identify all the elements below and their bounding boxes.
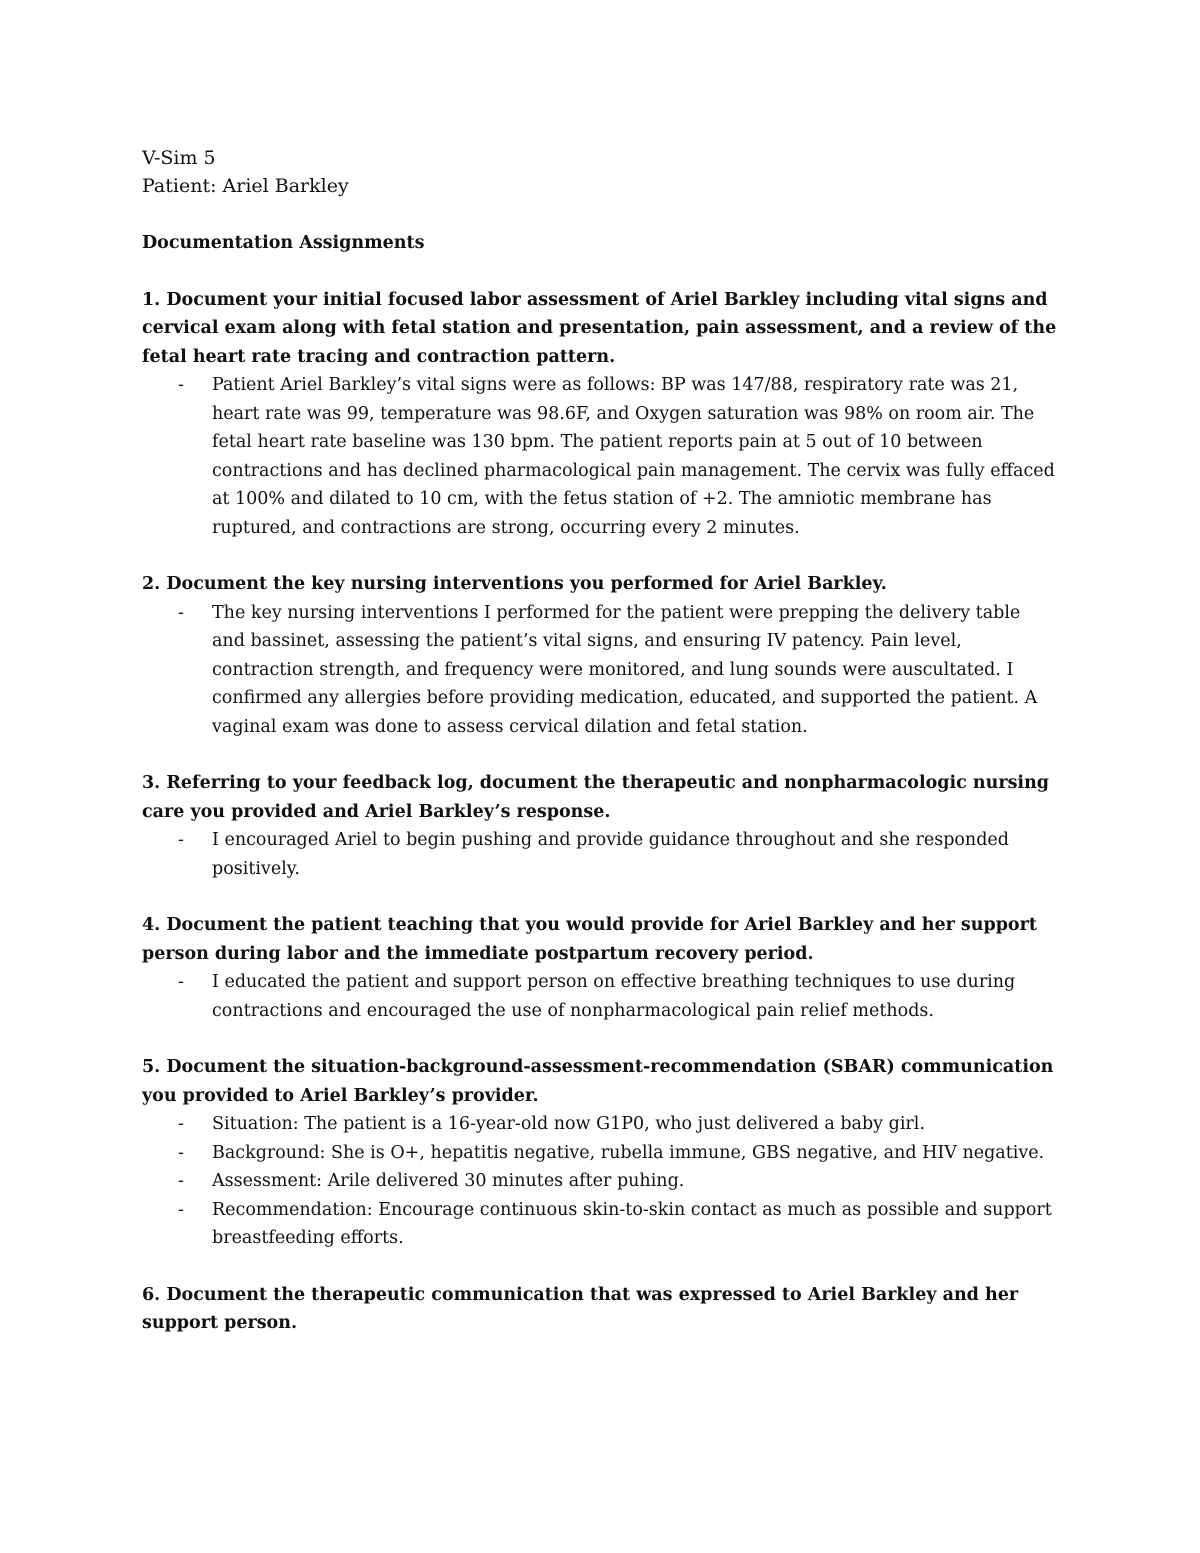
bullet-dash: - (178, 1142, 184, 1163)
answer-text: The key nursing interventions I performed for the patient were prepping the delivery table and bassinet, assessing the patient’s vital signs, and ensuring IV patency. Pain level, contraction strength, and frequency were monitored, and lung sounds were auscultated. I confirmed any allergies before providing medication, educated, and supported the patient. A vaginal exam was done to assess cervical dilation and fetal station. (212, 602, 1038, 737)
bullet-dash: - (178, 972, 184, 992)
bullet-dash: - (178, 1114, 184, 1134)
question-prompt: 6. Document the therapeutic communication that was expressed to Ariel Barkley and her support person. (142, 1284, 1019, 1333)
answer-list (142, 371, 1057, 542)
patient-name: Patient: Ariel Barkley (142, 175, 349, 197)
question-block-2 (142, 570, 1057, 741)
document-page (142, 144, 1057, 1366)
answer-list (142, 1110, 1057, 1253)
answer-list (142, 599, 1057, 742)
answer-list (142, 968, 1057, 1025)
bullet-dash: - (178, 1171, 184, 1191)
answer-text: Situation: The patient is a 16-year-old now G1P0, who just delivered a baby girl. (212, 1114, 925, 1134)
question-prompt: 2. Document the key nursing interventions you performed for Ariel Barkley. (142, 574, 887, 594)
question-prompt: 5. Document the situation-background-assessment-recommendation (SBAR) communication you provided to Ariel Barkley’s provider. (142, 1057, 1054, 1106)
question-block-1 (142, 286, 1057, 543)
answer-item (142, 599, 1057, 742)
bullet-dash: - (178, 375, 184, 395)
document-title: V-Sim 5 (142, 147, 216, 169)
question-block-5 (142, 1053, 1057, 1253)
answer-text: I educated the patient and support person on effective breathing techniques to use during contractions and encouraged the use of nonpharmacological pain relief methods. (212, 972, 1016, 1021)
bullet-dash: - (178, 830, 184, 850)
answer-text: Patient Ariel Barkley’s vital signs were as follows: BP was 147/88, respiratory rate was 21, heart rate was 99, temperature was 98.6F, and Oxygen saturation was 98% on room air. The fetal heart rate baseline was 130 bpm. The patient reports pain at 5 out of 10 between contractions and has declined pharmacological pain management. The cervix was fully effaced at 100% and dilated to 10 cm, with the fetus station of +2. The amniotic membrane has ruptured, and contractions are strong, occurring every 2 minutes. (212, 375, 1055, 538)
question-prompt: 4. Document the patient teaching that you would provide for Ariel Barkley and her support person during labor and the immediate postpartum recovery period. (142, 915, 1037, 964)
answer-item (142, 826, 1057, 883)
section-heading: Documentation Assignments (142, 233, 425, 253)
answer-text: Background: She is O+, hepatitis negative, rubella immune, GBS negative, and HIV negative. (212, 1142, 1045, 1163)
answer-text: I encouraged Ariel to begin pushing and provide guidance throughout and she responded positively. (212, 830, 1009, 879)
bullet-dash: - (178, 602, 184, 623)
answer-item (142, 968, 1057, 1025)
answer-list (142, 826, 1057, 883)
question-prompt: 3. Referring to your feedback log, document the therapeutic and nonpharmacologic nursing care you provided and Ariel Barkley’s response. (142, 773, 1050, 822)
bullet-dash: - (178, 1199, 184, 1220)
question-block-6 (142, 1281, 1057, 1338)
answer-item (142, 1139, 1057, 1168)
answer-item (142, 371, 1057, 542)
answer-text: Assessment: Arile delivered 30 minutes after puhing. (212, 1171, 685, 1191)
answer-item (142, 1110, 1057, 1139)
question-block-4 (142, 911, 1057, 1025)
answer-text: Recommendation: Encourage continuous skin-to-skin contact as much as possible and support breastfeeding efforts. (212, 1199, 1052, 1248)
question-block-3 (142, 769, 1057, 883)
question-prompt: 1. Document your initial focused labor assessment of Ariel Barkley including vital signs and cervical exam along with fetal station and presentation, pain assessment, and a review of the fetal heart rate tracing and contraction pattern. (142, 289, 1057, 367)
answer-item (142, 1167, 1057, 1196)
answer-item (142, 1196, 1057, 1253)
